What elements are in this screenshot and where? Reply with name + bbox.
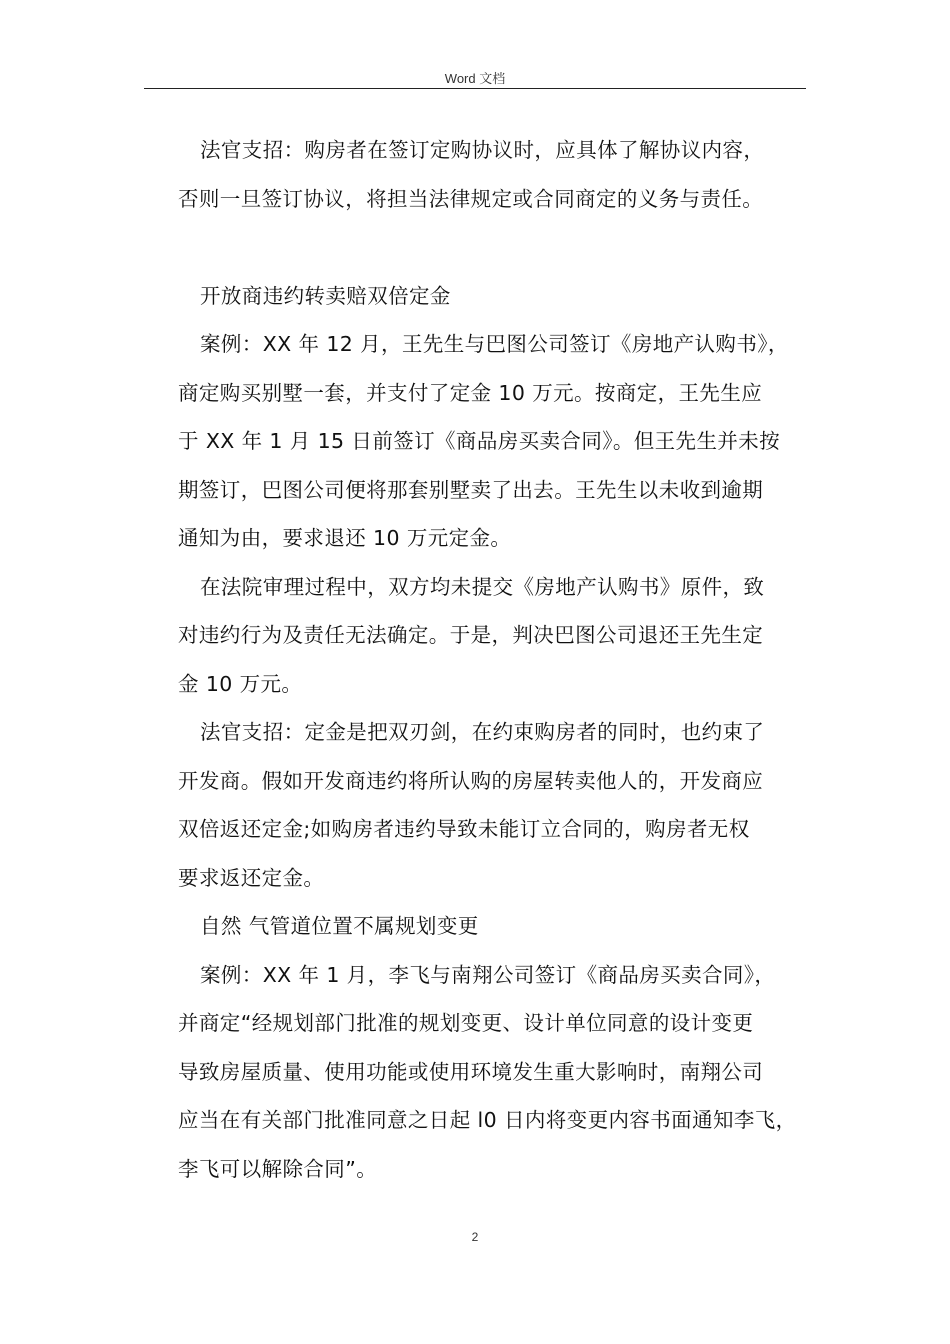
paragraph-spacer <box>178 223 812 272</box>
paragraph-line: 案例：XX 年 12 月，王先生与巴图公司签订《房地产认购书》， <box>200 332 789 356</box>
paragraph-line: 对违约行为及责任无法确定。于是，判决巴图公司退还王先生定 <box>178 623 764 647</box>
header-divider <box>144 88 806 89</box>
paragraph-line: 在法院审理过程中，双方均未提交《房地产认购书》原件，致 <box>200 574 765 599</box>
document-header-title: Word 文档 <box>444 71 506 86</box>
paragraph-line: 金 10 万元。 <box>178 671 303 696</box>
paragraph-line: 应当在有关部门批准同意之日起 l0 日内将变更内容书面通知李飞， <box>178 1108 797 1132</box>
paragraph-line: 双倍返还定金;如购房者违约导致未能订立合同的，购房者无权 <box>178 817 750 841</box>
paragraph-line: 并商定“经规划部门批准的规划变更、设计单位同意的设计变更 <box>178 1011 754 1035</box>
paragraph-line: 案例：XX 年 1 月，李飞与南翔公司签订《商品房买卖合同》， <box>200 962 776 987</box>
document-body <box>178 126 812 1193</box>
paragraph-line: 通知为由，要求退还 10 万元定金。 <box>178 526 512 550</box>
paragraph-line: 导致房屋质量、使用功能或使用环境发生重大影响时，南翔公司 <box>178 1059 764 1084</box>
paragraph-line: 期签订，巴图公司便将那套别墅卖了出去。王先生以未收到逾期 <box>178 477 764 502</box>
section-heading: 自然 气管道位置不属规划变更 <box>200 914 479 938</box>
section-heading: 开放商违约转卖赔双倍定金 <box>200 283 451 308</box>
paragraph-line: 开发商。假如开发商违约将所认购的房屋转卖他人的，开发商应 <box>178 768 764 793</box>
paragraph-line: 法官支招：定金是把双刃剑，在约束购房者的同时，也约束了 <box>200 720 765 744</box>
paragraph-line: 否则一旦签订协议，将担当法律规定或合同商定的义务与责任。 <box>178 186 764 211</box>
paragraph-line: 法官支招：购房者在签订定购协议时，应具体了解协议内容， <box>200 138 765 162</box>
paragraph-line: 要求返还定金。 <box>178 865 325 890</box>
page-number: 2 <box>471 1230 479 1244</box>
paragraph-line: 商定购买别墅一套，并支付了定金 10 万元。按商定，王先生应 <box>178 380 763 405</box>
paragraph-line: 李飞可以解除合同”。 <box>178 1156 378 1181</box>
paragraph-line: 于 XX 年 1 月 15 日前签订《商品房买卖合同》。但王先生并未按 <box>178 429 781 453</box>
